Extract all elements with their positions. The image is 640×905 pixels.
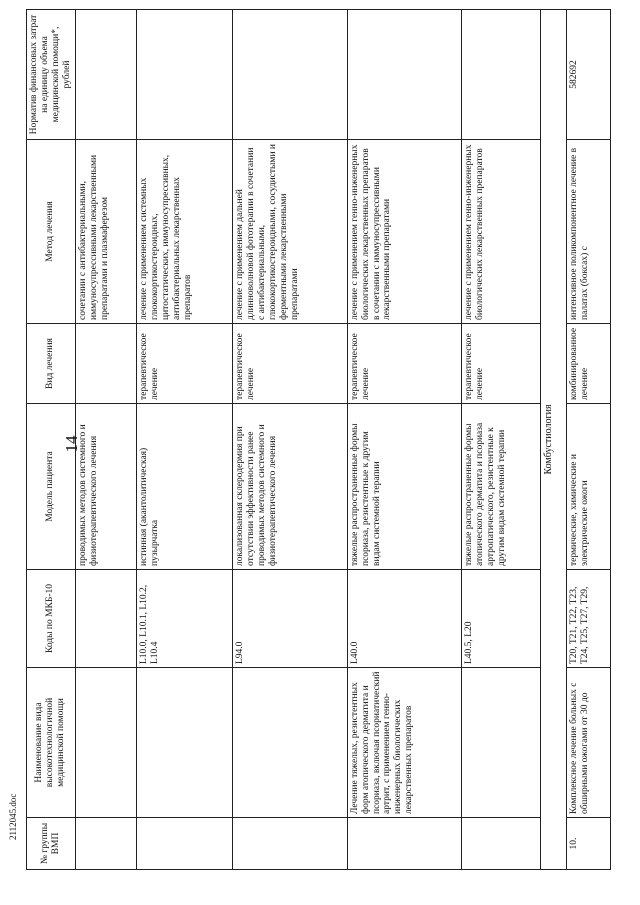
cell-codes: L40.0 [347,570,461,668]
cell-codes [75,570,136,668]
cell-norm [461,10,540,140]
page-number: 14 [62,435,81,453]
cell-num [75,818,136,870]
header-method: Метод лечения [27,140,76,324]
table-row [75,10,136,870]
cell-norm [136,10,233,140]
cell-name: Комплексное лечение больных с обширными ожогами от 30 до [567,668,611,818]
cell-norm [347,10,461,140]
cell-type [75,324,136,404]
cell-method: лечение с применением генно-инженерных биологических лекарственных препаратов в сочетании с иммуносупрессивными лекарственными препаратами [347,140,461,324]
cell-norm [75,10,136,140]
cell-method: интенсивное поликомпонентное лечение в палатах (боксах) с [567,140,611,324]
cell-method: сочетании с антибактериальными, иммуносупрессивными лекарственными препаратами и плазмаферезом [75,140,136,324]
cell-model: термические, химические и электрические ожоги [567,404,611,570]
cell-name: Лечение тяжелых, резистентных форм атопического дерматита и псориаза, включая псориатический артрит, с применением генно-инженерных биологических лекарственных препаратов [347,668,461,818]
cell-type: терапевтическое лечение [347,324,461,404]
cell-type: терапевтическое лечение [461,324,540,404]
header-norm: Норматив финансовых затрат на единицу объема медицинской помощи*, рублей [27,10,76,140]
cell-method: лечение с применением системных глюкокортикостероидных, цитостатических, иммуносупрессивных, антибактериальных лекарственных препаратов [136,140,233,324]
cell-codes: L94.0 [233,570,347,668]
cell-name [75,668,136,818]
cell-name [233,668,347,818]
header-model: Модель пациента [27,404,76,570]
file-name: 2112045.doc [8,793,18,840]
cell-codes: T20, T21, T22, T23, T24, T25, T27, T29, [567,570,611,668]
cell-name [136,668,233,818]
cell-num [347,818,461,870]
table-row [233,10,347,870]
header-type: Вид лечения [27,324,76,404]
table-row [461,10,540,870]
table-row [567,10,611,870]
cell-num [461,818,540,870]
header-codes: Коды по МКБ-10 [27,570,76,668]
header-row [27,10,76,870]
cell-model: локализованная склеродермия при отсутствии эффективности ранее проводимых методов системного и физиотерапевтического лечения [233,404,347,570]
cell-codes: L10.0, L10.1, L10.2, L10.4 [136,570,233,668]
cell-model: тяжелые распространенные формы атопического дерматита и псориаза артропатического, резистентные к другим видам системной терапии [461,404,540,570]
section-title: Комбустиология [540,10,567,870]
cell-model: тяжелые распространенные формы псориаза, резистентные к другим видам системной терапии [347,404,461,570]
cell-type: терапевтическое лечение [233,324,347,404]
cell-model: проводимых методов системного и физиотерапевтического лечения [75,404,136,570]
cell-method: лечение с применением генно-инженерных биологических лекарственных препаратов [461,140,540,324]
treatment-table [26,9,611,870]
table-row [347,10,461,870]
cell-codes: L40.5, L20 [461,570,540,668]
cell-method: лечение с применением дальней длинноволновой фототерапии в сочетании с антибактериальными, глюкокортикостероидными, сосудистыми и ферментными лекарственными препаратами [233,140,347,324]
cell-num [136,818,233,870]
table-row [136,10,233,870]
cell-type: терапевтическое лечение [136,324,233,404]
cell-type: комбинированное лечение [567,324,611,404]
cell-num [233,818,347,870]
cell-norm [233,10,347,140]
section-row [540,10,567,870]
header-name: Наименование вида высокотехнологичной медицинской помощи [27,668,76,818]
cell-model: истинная (акантолитическая) пузырчатка [136,404,233,570]
cell-norm: 582692 [567,10,611,140]
cell-name [461,668,540,818]
cell-num: 10. [567,818,611,870]
header-num: № группы ВМП [27,818,76,870]
rotated-table-container [26,10,611,870]
